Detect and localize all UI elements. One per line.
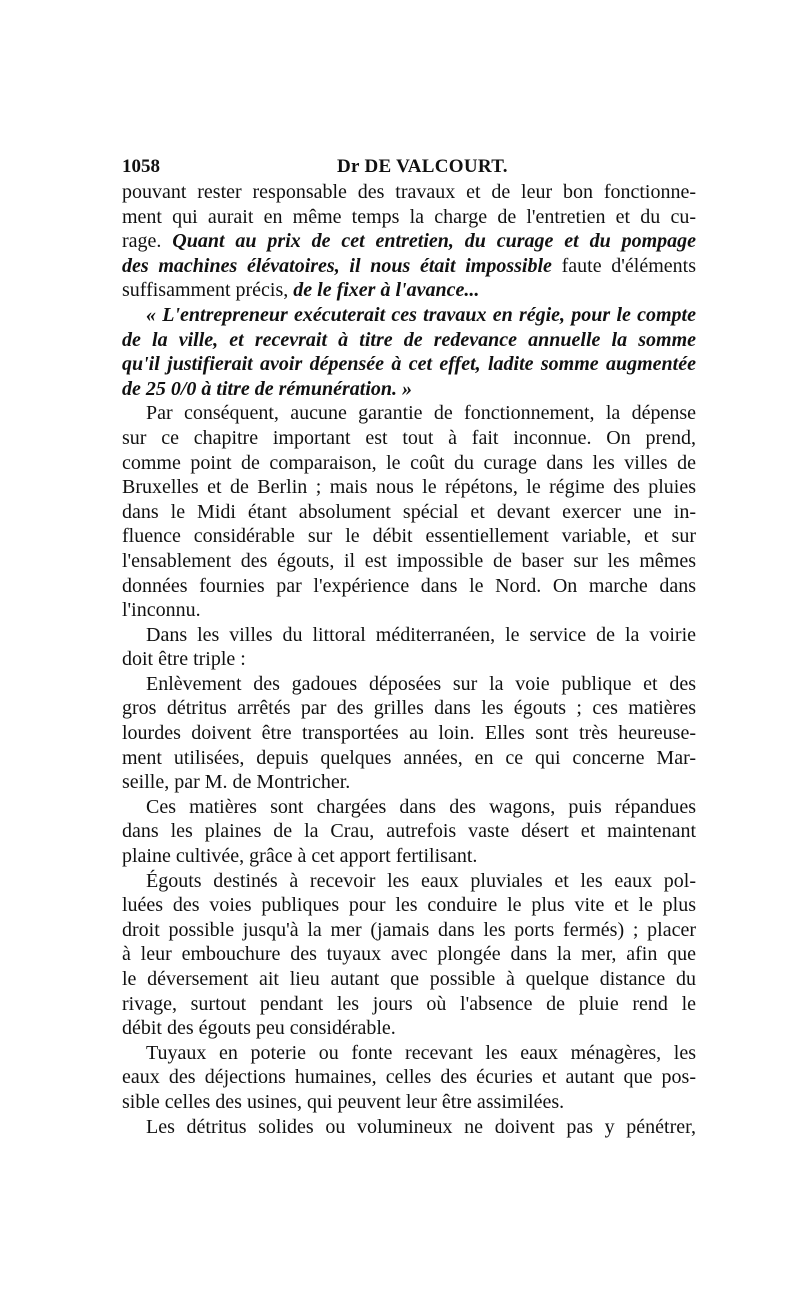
text-line: à leur embouchure des tuyaux avec plongée dans la mer, afin que	[122, 943, 696, 966]
text-line: des machines élévatoires, il nous était impossible faute d'éléments	[122, 254, 696, 277]
text-line: pouvant rester responsable des travaux et de leur bon fonctionne-	[122, 181, 696, 203]
book-page	[122, 150, 696, 1139]
text-line: seille, par M. de Montricher.	[122, 771, 351, 794]
text-line: Ces matières sont chargées dans des wagons, puis répandues	[146, 795, 696, 818]
header-title: Dr DE VALCOURT.	[337, 156, 508, 177]
text-line: eaux des déjections humaines, celles des écuries et autant que pos-	[122, 1066, 696, 1089]
body-text	[122, 180, 696, 1139]
text-line: Enlèvement des gadoues déposées sur la voie publique et des	[146, 672, 696, 695]
text-line: doit être triple :	[122, 648, 246, 671]
text-line: lourdes doivent être transportées au loin. Elles sont très heureuse-	[122, 722, 696, 745]
text-line: droit possible jusqu'à la mer (jamais dans les ports fermés) ; placer	[122, 918, 696, 941]
italic-phrase: de le fixer à l'avance...	[293, 279, 480, 302]
text-line: suffisamment précis, de le fixer à l'avance...	[122, 279, 480, 302]
text-line: comme point de comparaison, le coût du curage dans les villes de	[122, 451, 696, 474]
text-line: gros détritus arrêtés par des grilles dans les égouts ; ces matières	[122, 697, 696, 720]
text-line: l'inconnu.	[122, 599, 201, 622]
italic-phrase: Quant au prix de cet entretien, du curage et du pompage	[172, 230, 697, 253]
text-line: le déversement ait lieu autant que possible à quelque distance du	[122, 968, 696, 990]
quote-line: de 25 0/0 à titre de rémunération. »	[122, 377, 412, 400]
text-line: dans les plaines de la Crau, autrefois vaste désert et maintenant	[122, 820, 696, 843]
text-line: Par conséquent, aucune garantie de fonctionnement, la dépense	[146, 402, 696, 425]
text-line: Les détritus solides ou volumineux ne doivent pas y pénétrer,	[146, 1115, 696, 1138]
text-line: sible celles des usines, qui peuvent leur être assimilées.	[122, 1090, 565, 1113]
quote-line: « L'entrepreneur exécuterait ces travaux en régie, pour le compte	[146, 303, 696, 326]
page-number: 1058	[122, 156, 160, 177]
text-line: rage. Quant au prix de cet entretien, du curage et du pompage	[122, 230, 697, 253]
running-head	[122, 150, 696, 180]
quote-line: de la ville, et recevrait à titre de redevance annuelle la somme	[122, 328, 696, 351]
text-line: l'ensablement des égouts, il est impossible de baser sur les mêmes	[122, 549, 696, 572]
text-line: Tuyaux en poterie ou fonte recevant les eaux ménagères, les	[146, 1041, 696, 1064]
text-line: rivage, surtout pendant les jours où l'absence de pluie rend le	[122, 992, 696, 1015]
text-line: données fournies par l'expérience dans le Nord. On marche dans	[122, 574, 696, 597]
text-line: dans le Midi étant absolument spécial et devant exercer une in-	[122, 500, 696, 523]
text-line: fluence considérable sur le débit essentiellement variable, et sur	[122, 525, 696, 548]
text-line: sur ce chapitre important est tout à fait inconnue. On prend,	[122, 426, 696, 449]
italic-phrase: des machines élévatoires, il nous était impossible	[122, 254, 552, 277]
text-line: plaine cultivée, grâce à cet apport fertilisant.	[122, 845, 478, 868]
text-line: débit des égouts peu considérable.	[122, 1017, 396, 1040]
text-line: luées des voies publiques pour les conduire le plus vite et le plus	[122, 894, 696, 917]
text-line: Dans les villes du littoral méditerranéen, le service de la voirie	[146, 623, 696, 646]
text-line: ment qui aurait en même temps la charge de l'entretien et du cu-	[122, 205, 696, 228]
text-line: Bruxelles et de Berlin ; mais nous le répétons, le régime des pluies	[122, 476, 696, 499]
text-line: Égouts destinés à recevoir les eaux pluviales et les eaux pol-	[146, 869, 696, 892]
quote-line: qu'il justifierait avoir dépensée à cet effet, ladite somme augmentée	[122, 353, 696, 376]
text-line: ment utilisées, depuis quelques années, en ce qui concerne Mar-	[122, 746, 696, 769]
